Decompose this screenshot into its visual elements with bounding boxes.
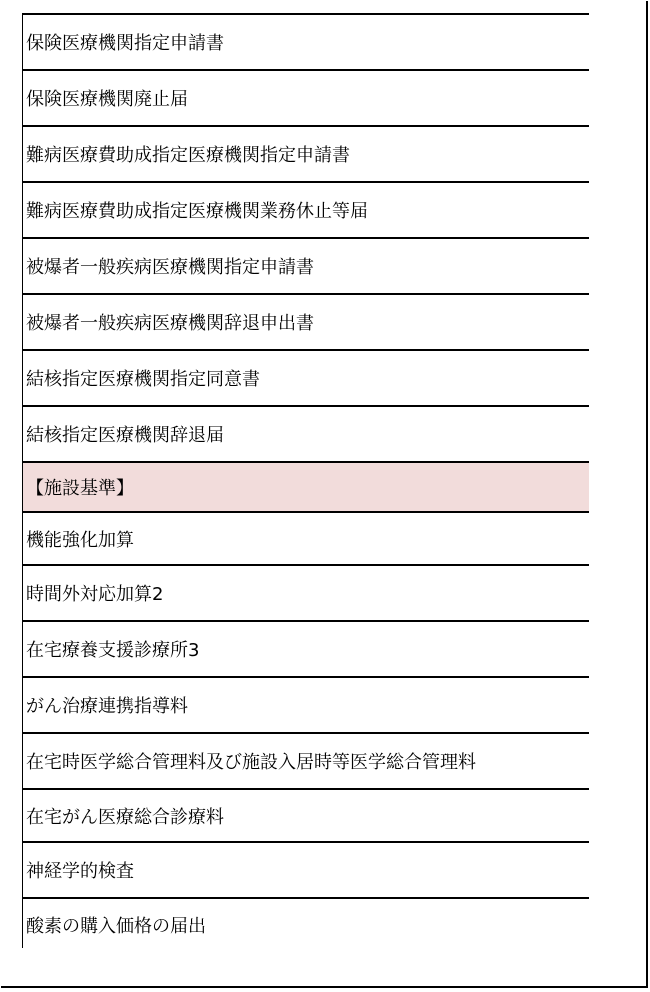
list-item: がん治療連携指導料 bbox=[23, 676, 589, 732]
list-item: 在宅療養支援診療所3 bbox=[23, 620, 589, 676]
list-item: 保険医療機関廃止届 bbox=[23, 69, 589, 125]
list-item: 被爆者一般疾病医療機関辞退申出書 bbox=[23, 293, 589, 349]
list-item: 機能強化加算 bbox=[23, 511, 589, 564]
list-item: 在宅時医学総合管理料及び施設入居時等医学総合管理料 bbox=[23, 732, 589, 788]
list-item: 時間外対応加算2 bbox=[23, 564, 589, 620]
list-item: 難病医療費助成指定医療機関業務休止等届 bbox=[23, 181, 589, 237]
list-item: 在宅がん医療総合診療料 bbox=[23, 788, 589, 841]
list-item: 結核指定医療機関辞退届 bbox=[23, 405, 589, 461]
list-item: 難病医療費助成指定医療機関指定申請書 bbox=[23, 125, 589, 181]
list-item: 被爆者一般疾病医療機関指定申請書 bbox=[23, 237, 589, 293]
section-header-facility-standards: 【施設基準】 bbox=[23, 461, 589, 511]
list-item: 神経学的検査 bbox=[23, 841, 589, 897]
list-item: 酸素の購入価格の届出 bbox=[23, 897, 589, 951]
document-list-table bbox=[22, 13, 589, 948]
list-item: 結核指定医療機関指定同意書 bbox=[23, 349, 589, 405]
list-item: 保険医療機関指定申請書 bbox=[23, 13, 589, 69]
